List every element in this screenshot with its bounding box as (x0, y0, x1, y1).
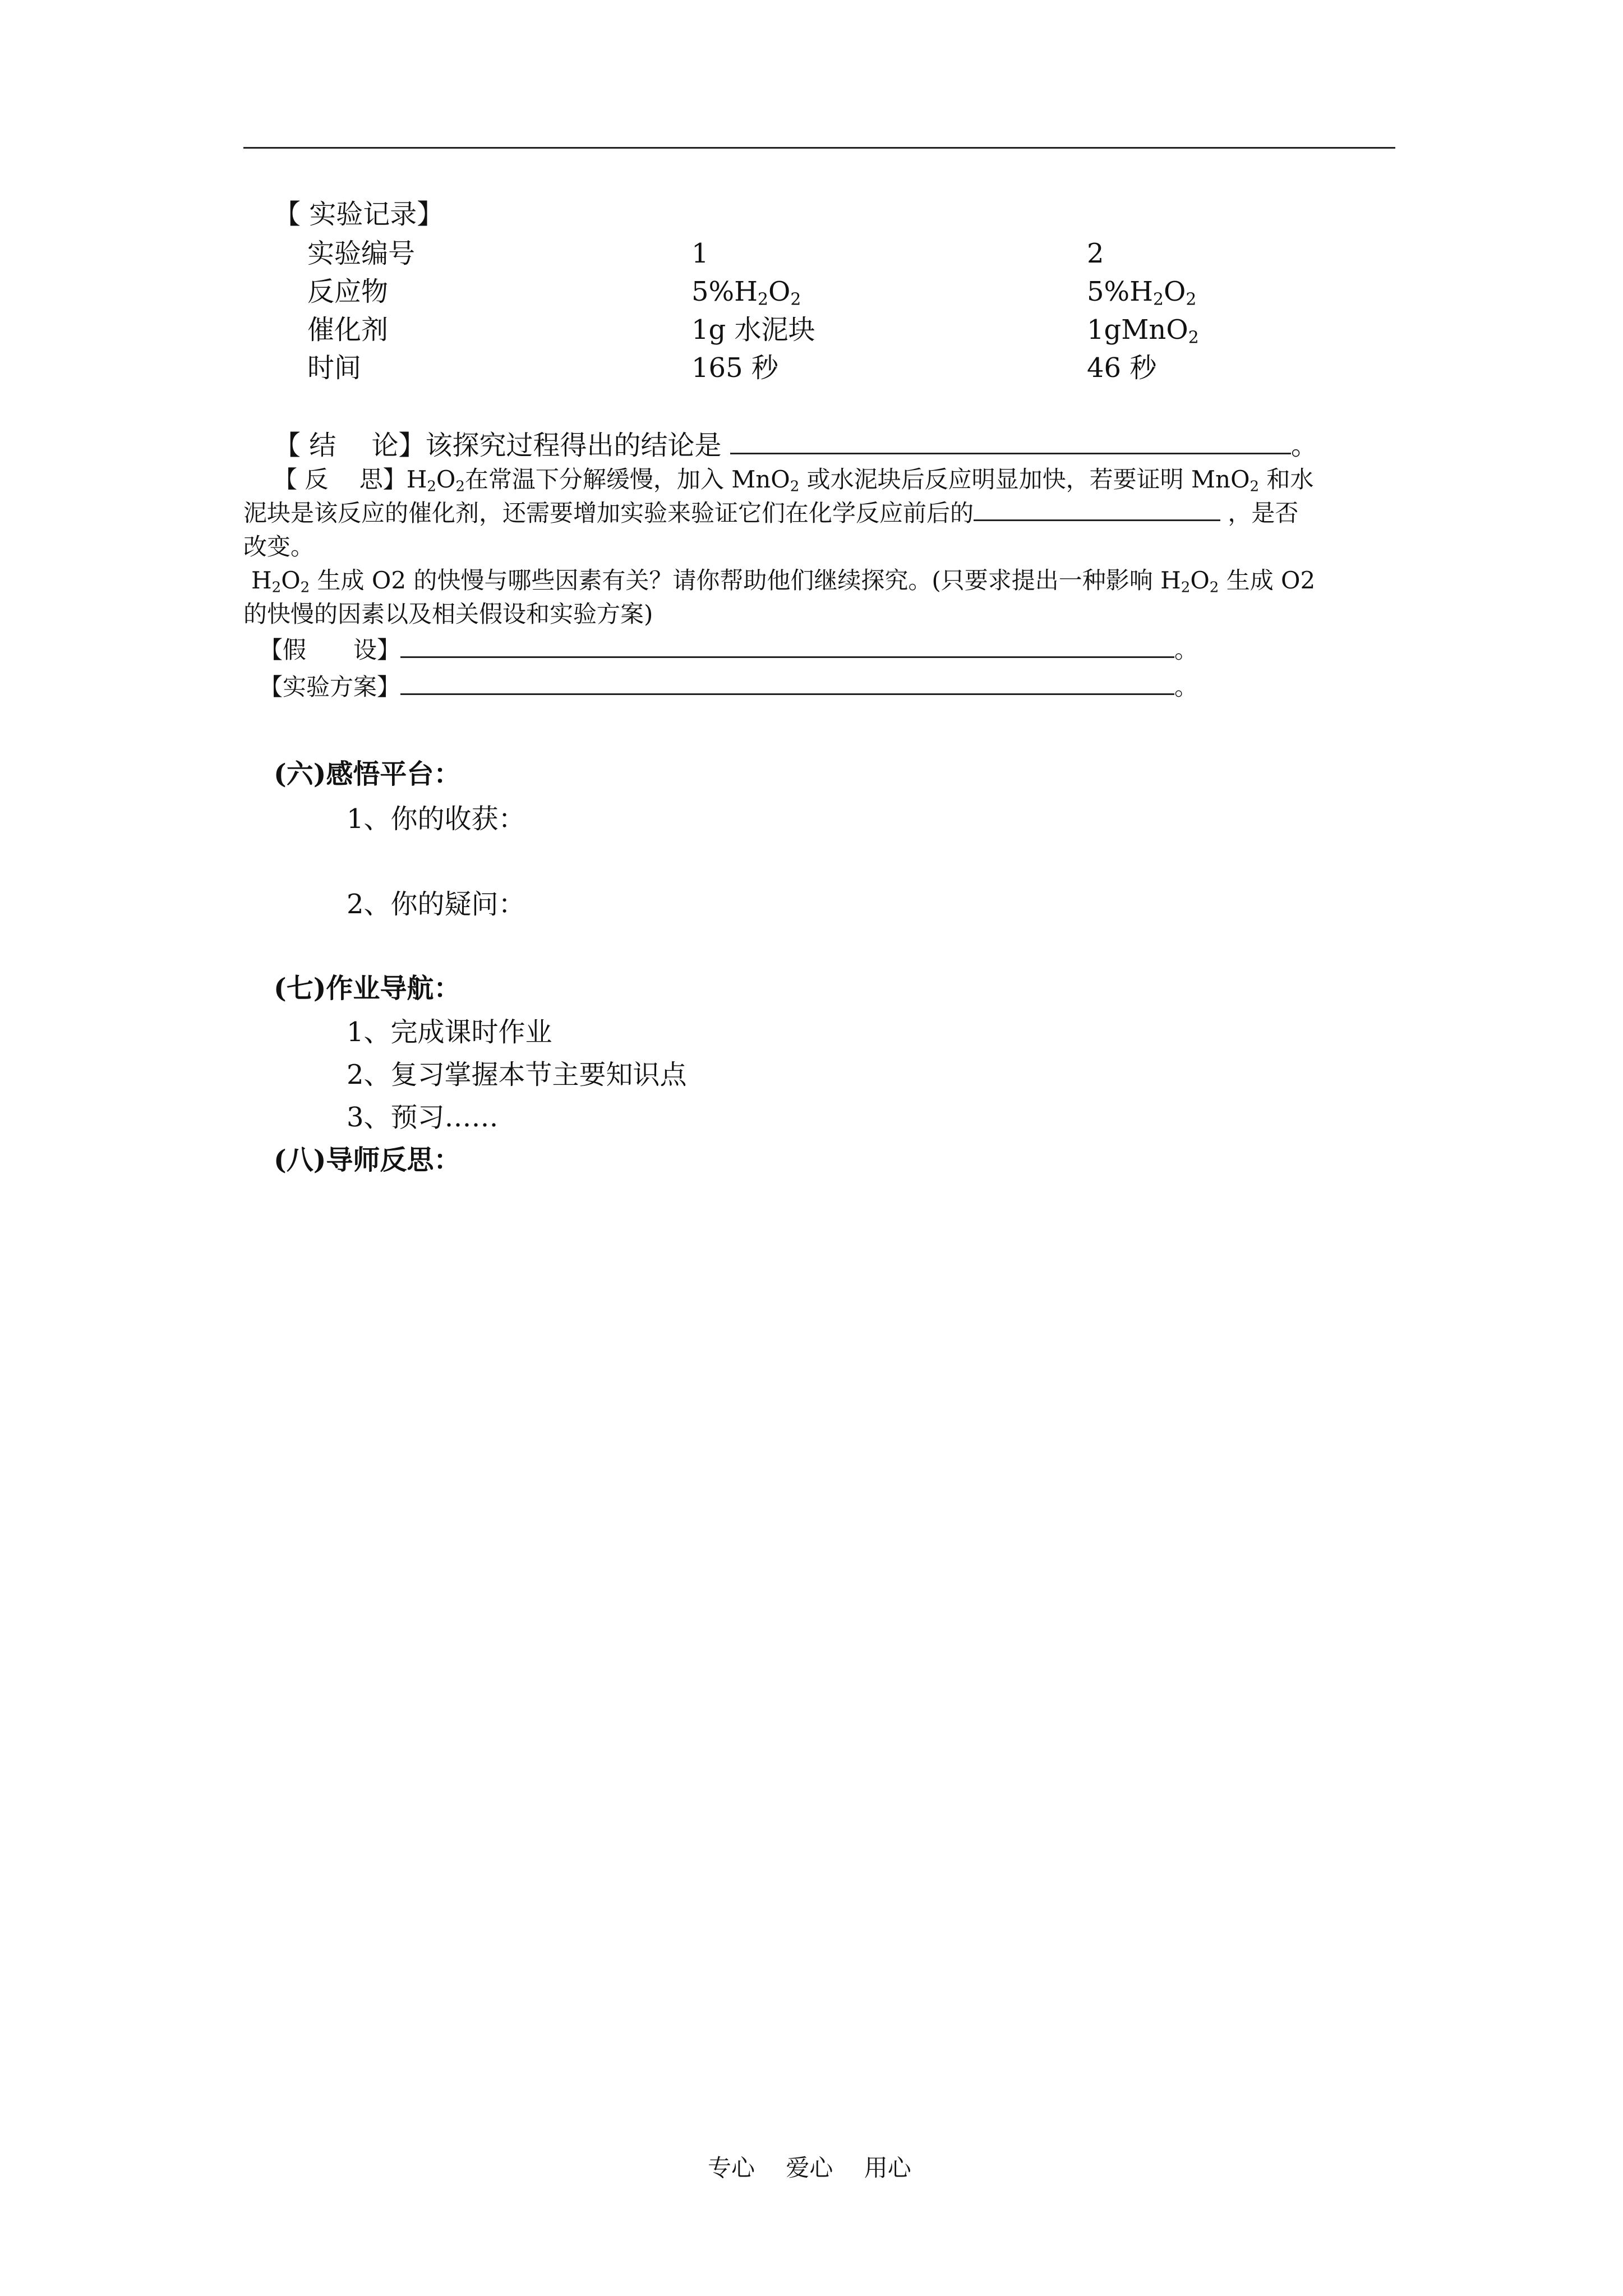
cell: 1g 水泥块 (691, 314, 815, 346)
conclusion-blank[interactable] (730, 432, 1291, 454)
plan-blank[interactable] (400, 673, 1174, 695)
row-label: 时间 (307, 352, 362, 384)
footer-text: 专心 爱心 用心 (708, 2154, 911, 2182)
list-item: 1、完成课时作业 (347, 1016, 552, 1048)
section8-title: (八)导师反思： (274, 1144, 461, 1176)
table-row (307, 274, 388, 310)
explore-line-2: 的快慢的因素以及相关假设和实验方案) (243, 600, 653, 628)
cell: 46 秒 (1087, 352, 1157, 384)
cell: $5\%H_2O_2$ (691, 276, 801, 310)
list-item: 1、你的收获： (347, 803, 525, 835)
table-row (307, 236, 415, 272)
cell: 165 秒 (691, 352, 778, 384)
row-label: 反应物 (307, 276, 389, 307)
row-label: 实验编号 (307, 238, 416, 269)
reflect-line-2: 泥块是该反应的催化剂，还需要增加实验来验证它们在化学反应前后的 ，是否 (243, 499, 1299, 527)
cell: 1 (691, 238, 709, 269)
list-item: 3、预习…… (347, 1102, 499, 1133)
reflect-label: 【 反 思】 (274, 466, 407, 493)
cell: $5\%H_2O_2$ (1087, 276, 1197, 310)
reflect-line-3: 改变。 (243, 533, 315, 560)
cell: 2 (1087, 238, 1104, 269)
reflect-blank[interactable] (974, 499, 1220, 521)
reflect-line-1: 【 反 思】$H_2O_2$在常温下分解缓慢，加入 MnO$_2$ 或水泥块后反应明显加快，若要证明 MnO$_2$ 和水 (274, 466, 1314, 495)
cell: 1gMnO$_2$ (1087, 314, 1199, 348)
hypothesis-blank[interactable] (400, 636, 1174, 658)
list-item: 2、你的疑问： (347, 889, 525, 920)
plan-label: 【实验方案】 (259, 673, 401, 701)
record-title: 【 实验记录】 (274, 199, 444, 230)
row-label: 催化剂 (307, 314, 389, 346)
table-row (307, 312, 388, 348)
hypothesis-label: 【假 设】 (259, 636, 401, 664)
table-row (307, 350, 361, 386)
hypothesis-line: 【假 设】 。 (259, 636, 1198, 664)
section7-title: (七)作业导航： (274, 973, 461, 1004)
explore-line-1: $H_2O_2$ 生成 O2 的快慢与哪些因素有关？请你帮助他们继续探究。(只要求提出一种影响 $H_2O_2$ 生成 O2 (251, 567, 1316, 596)
section6-title: (六)感悟平台： (274, 758, 461, 790)
conclusion-line: 【 结 论】该探究过程得出的结论是 。 (274, 430, 1318, 461)
conclusion-label: 【 结 论】 (274, 430, 426, 461)
header-rule (243, 147, 1395, 149)
list-item: 2、复习掌握本节主要知识点 (347, 1059, 687, 1091)
plan-line: 【实验方案】 。 (259, 673, 1198, 701)
